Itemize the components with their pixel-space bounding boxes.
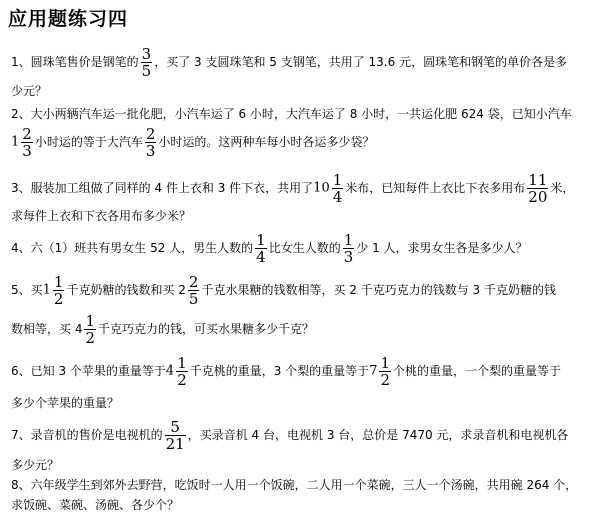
- q4-text-2: 比女生人数的: [268, 241, 341, 255]
- question-3-line-2: [11, 207, 598, 225]
- q3-text-3: 米，: [550, 181, 575, 195]
- mixed-whole: 7: [369, 363, 378, 379]
- q1-fraction: [141, 46, 153, 79]
- fraction-numerator: 1: [332, 171, 343, 189]
- q8-text-1: 8、六年级学生到郊外去野营，吃饭时一人用一个饭碗，二人用一个菜碗，三人一个汤碗，共用碗 264 个，: [11, 478, 578, 492]
- q7-fraction: [165, 419, 186, 452]
- q6-mixed-number-2: [369, 355, 393, 388]
- question-1-line-1: [11, 46, 598, 79]
- fraction-denominator: 21: [165, 435, 185, 453]
- fraction-numerator: 2: [22, 125, 32, 143]
- question-7-line-1: [11, 419, 598, 452]
- q4-text-1: 4、六（1）班共有男女生 52 人，男生人数的: [11, 241, 254, 255]
- fraction-numerator: 1: [177, 354, 187, 372]
- q2-text-1: 2、大小两辆汽车运一批化肥，小汽车运了 6 小时，大汽车运了 8 小时，一共运化肥 624 袋，已知小汽车: [11, 107, 572, 121]
- q5-mixed-number: [43, 274, 67, 307]
- fraction-denominator: 2: [177, 371, 187, 389]
- q6-text-3: 个桃的重量，一个梨的重量等于: [393, 364, 562, 378]
- question-2-line-1: [11, 105, 598, 123]
- mixed-fraction: [332, 172, 344, 205]
- q1-text-3: 少元？: [11, 84, 48, 98]
- fraction-denominator: 5: [141, 62, 152, 80]
- q5-text-5: 千克巧克力的钱，可买水果糖多少千克？: [98, 322, 315, 336]
- mixed-fraction: [21, 126, 33, 159]
- q5-text-3: 千克水果糖的钱数相等，买 2 千克巧克力的钱数与 3 千克奶糖的钱: [201, 283, 556, 297]
- q8-text-2: 求饭碗、菜碗、汤碗、各少个？: [11, 498, 180, 512]
- fraction-numerator: 5: [165, 419, 186, 436]
- q3-text-2: 米布，已知每件上衣比下衣多用布: [345, 181, 526, 195]
- fraction-numerator: 1: [85, 312, 95, 330]
- q5-text-1: 5、买: [11, 283, 43, 297]
- mixed-fraction: [53, 274, 65, 307]
- q1-text-1: 1、圆珠笔售价是钢笔的: [11, 55, 139, 69]
- q2-mixed-number: [11, 126, 35, 159]
- fraction-denominator: 20: [528, 188, 548, 206]
- q7-text-2: ，买录音机 4 台，电视机 3 台，总价是 7470 元，求录音机和电视机各: [187, 428, 569, 442]
- fraction-numerator: 1: [256, 231, 266, 249]
- fraction-denominator: 4: [332, 188, 343, 206]
- fraction-numerator: 3: [141, 45, 152, 63]
- q4-fraction-2: [343, 232, 355, 265]
- q6-text-2: 千克桃的重量，3 个梨的重量等于: [189, 364, 370, 378]
- q5-text-4: 数相等，买 4: [11, 322, 83, 336]
- fraction-denominator: 2: [85, 329, 95, 347]
- fraction-denominator: 2: [53, 290, 64, 308]
- q3-text-4: 求每件上衣和下衣各用布多少米？: [11, 209, 192, 223]
- page-title: 应用题练习四: [8, 8, 129, 30]
- fraction-denominator: 3: [22, 142, 32, 160]
- question-2-line-2: [11, 126, 598, 159]
- q6-mixed-number-1: [166, 355, 190, 388]
- fraction-numerator: 1: [53, 273, 64, 291]
- q2-text-3: 小时运的。这两种车每小时各运多少袋？: [158, 135, 375, 149]
- mixed-whole: 1: [42, 282, 51, 298]
- fraction-denominator: 3: [343, 248, 354, 266]
- fraction-denominator: 5: [188, 290, 199, 308]
- q5-text-2: 千克奶糖的钱数和买 2: [66, 283, 186, 297]
- mixed-fraction: [176, 355, 188, 388]
- mixed-whole: 4: [165, 363, 175, 379]
- q2-text-2: 小时运的等于大汽车: [34, 135, 143, 149]
- question-3-line-1: [11, 172, 598, 205]
- q7-text-3: 多少元？: [11, 458, 60, 472]
- question-8-line-1: [11, 476, 598, 494]
- mixed-whole: 1: [11, 134, 20, 150]
- fraction-numerator: 1: [343, 231, 354, 249]
- q4-text-3: 少 1 人，求男女生各是多少人？: [356, 241, 528, 255]
- question-6-line-1: [11, 355, 598, 388]
- fraction-numerator: 2: [145, 125, 156, 143]
- fraction-denominator: 4: [256, 248, 266, 266]
- mixed-fraction: [379, 355, 391, 388]
- fraction-denominator: 3: [145, 142, 156, 160]
- fraction-numerator: 1: [380, 354, 391, 372]
- question-5-line-2: [11, 313, 598, 346]
- fraction-numerator: 2: [188, 273, 199, 291]
- q6-text-1: 6、已知 3 个苹果的重量等于: [11, 364, 166, 378]
- question-5-line-1: [11, 274, 598, 307]
- fraction-numerator: 11: [528, 171, 548, 189]
- question-8-line-2: [11, 496, 598, 514]
- q1-text-2: ，买了 3 支圆珠笔和 5 支钢笔，共用了 13.6 元，圆珠笔和钢笔的单价各是多: [154, 55, 568, 69]
- question-1-line-2: [11, 82, 598, 100]
- q2-fraction: [145, 126, 157, 159]
- q3-text-1: 3、服装加工组做了同样的 4 件上衣和 3 件下衣，共用了: [11, 181, 314, 195]
- question-7-line-2: [11, 456, 598, 474]
- fraction-denominator: 2: [380, 371, 391, 389]
- q7-text-1: 7、录音机的售价是电视机的: [11, 428, 163, 442]
- q5-fraction-2: [84, 313, 96, 346]
- q3-fraction: [527, 172, 548, 205]
- q3-mixed-number: [313, 172, 345, 205]
- q6-text-4: 多少个苹果的重量？: [11, 396, 120, 410]
- mixed-whole: 10: [313, 180, 330, 196]
- q5-fraction-1: [188, 274, 200, 307]
- q4-fraction-1: [255, 232, 267, 265]
- question-6-line-2: [11, 394, 598, 412]
- question-4-line-1: [11, 232, 598, 265]
